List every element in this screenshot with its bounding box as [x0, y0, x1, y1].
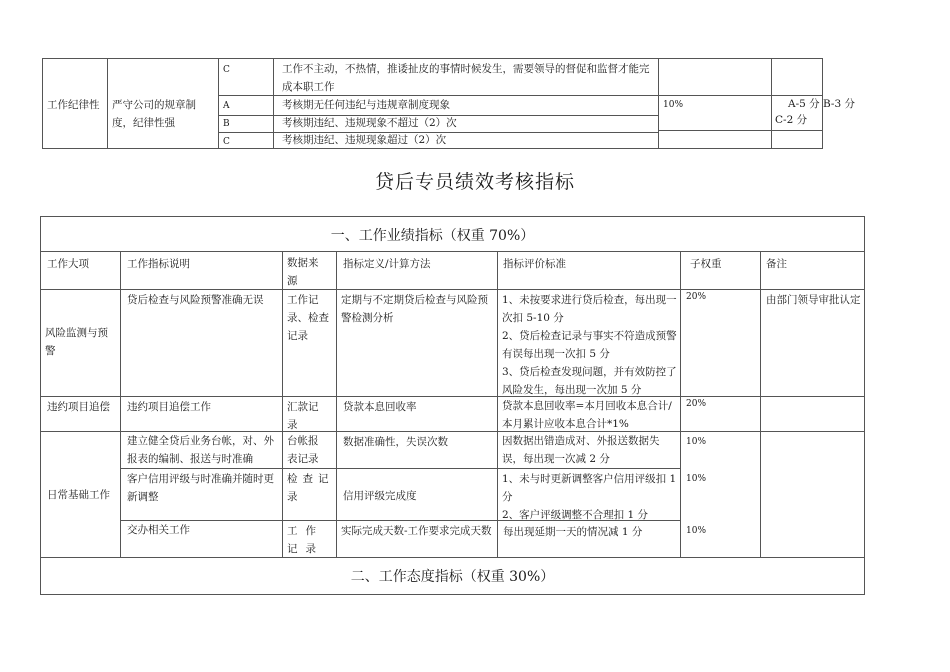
row1-method: 定期与不定期贷后检查与风险预警检测分析: [341, 294, 488, 324]
header-criteria: 指标评价标准: [503, 258, 566, 270]
row1-source: 工作记录、检查记录: [287, 294, 329, 342]
header-note: 备注: [766, 258, 787, 270]
section-attitude-title: 二、工作态度指标（权重 30%）: [350, 569, 555, 585]
row1-note: 由部门领导审批认定: [766, 294, 861, 306]
grade-b-description: 考核期违纪、违规现象不超过（2）次: [282, 117, 457, 129]
discipline-description: 严守公司的规章制度，纪律性强: [112, 99, 196, 129]
row4-weight: 10%: [686, 474, 707, 484]
header-indicator: 工作指标说明: [127, 258, 190, 270]
row4-method: 信用评级完成度: [343, 490, 417, 502]
header-category: 工作大项: [47, 258, 89, 270]
page-title: 贷后专员绩效考核指标: [374, 171, 575, 193]
grade-c2-description: 考核期违纪、违规现象超过（2）次: [282, 134, 447, 146]
row4-criteria: 1、未与时更新调整客户信用评级扣 1 分 2、客户评级调整不合理扣 1 分: [502, 473, 677, 521]
grade-c-label: C: [223, 65, 230, 75]
grade-a-label: A: [223, 101, 230, 111]
row5-criteria: 每出现延期一天的情况减 1 分: [503, 526, 643, 538]
discipline-item: 工作纪律性: [47, 99, 100, 111]
row2-indicator: 违约项目追偿工作: [127, 401, 211, 413]
row2-criteria: 贷款本息回收率=本月回收本息合计/本月累计应收本息合计*1%: [502, 400, 672, 430]
grade-b-label: B: [223, 119, 230, 129]
row5-method: 实际完成天数-工作要求完成天数: [341, 525, 492, 537]
header-method: 指标定义/计算方法: [343, 258, 431, 270]
grade-c-description: 工作不主动，不热情，推诿扯皮的事情时候发生，需要领导的督促和监督才能完成本职工作: [282, 63, 650, 93]
discipline-scoring-2: C-2 分: [775, 114, 808, 126]
row1-indicator: 贷后检查与风险预警准确无误: [127, 294, 264, 306]
row3-source: 台帐报表记录: [287, 435, 319, 465]
row1-weight: 20%: [686, 292, 707, 302]
row4-source: 检查记录: [287, 473, 334, 503]
row2-source: 汇款记录: [287, 401, 319, 431]
grade-c2-label: C: [223, 137, 230, 147]
row2-category: 违约项目追偿: [47, 401, 110, 413]
row2-method: 贷款本息回收率: [343, 401, 417, 413]
discipline-weight: 10%: [663, 100, 684, 110]
row3-indicator: 建立健全贷后业务台帐，对、外报表的编制、报送与时准确: [127, 435, 274, 465]
grade-a-description: 考核期无任何违纪与违规章制度现象: [282, 99, 450, 111]
row1-criteria: 1、未按要求进行贷后检查，每出现一次扣 5-10 分 2、贷后检查记录与事实不符造成预警有误每出现一次扣 5 分 3、贷后检查发现问题，并有效防控了风险发生，每出现一次加 5 分: [502, 294, 677, 396]
row5-source: 工作记录: [287, 525, 324, 555]
row4-indicator: 客户信用评级与时准确并随时更新调整: [127, 473, 274, 503]
row3-weight: 10%: [686, 437, 707, 447]
row5-weight: 10%: [686, 526, 707, 536]
section-performance-title: 一、工作业绩指标（权重 70%）: [330, 228, 535, 244]
header-source: 数据来源: [287, 257, 319, 287]
row3-method: 数据准确性，失误次数: [343, 436, 448, 448]
row5-indicator: 交办相关工作: [127, 524, 190, 536]
header-weight: 子权重: [690, 258, 722, 270]
row1-category: 风险监测与预警: [45, 327, 108, 357]
discipline-scoring-1: A-5 分 B-3 分: [788, 98, 855, 110]
row2-weight: 20%: [686, 399, 707, 409]
row3-criteria: 因数据出错造成对、外报送数据失误，每出现一次减 2 分: [502, 435, 660, 465]
row3-category: 日常基础工作: [47, 489, 110, 501]
